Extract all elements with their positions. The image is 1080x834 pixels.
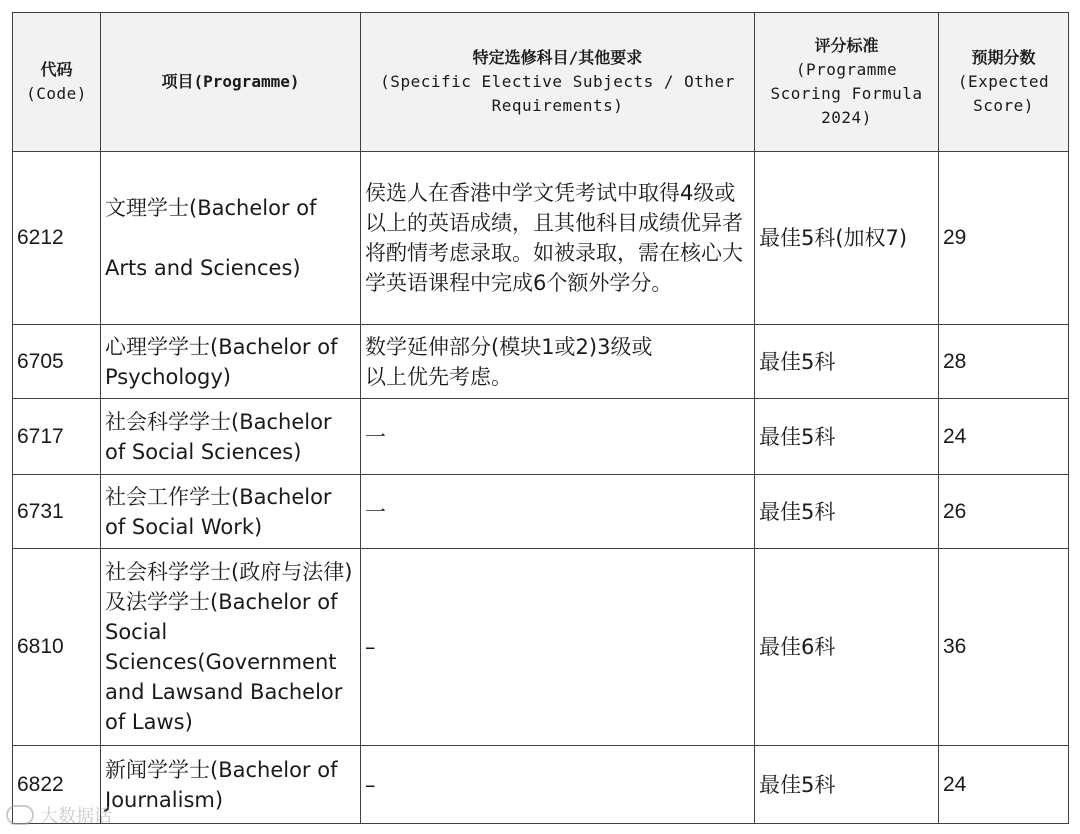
cell-expected: 26 bbox=[939, 475, 1069, 549]
cell-scoring: 最佳5科 bbox=[755, 746, 939, 824]
watermark-logo-icon bbox=[6, 805, 34, 825]
cell-code: 6212 bbox=[13, 152, 101, 325]
cell-expected: 24 bbox=[939, 746, 1069, 824]
header-programme bbox=[101, 13, 361, 152]
cell-requirements: 一 bbox=[361, 475, 755, 549]
header-expected bbox=[939, 13, 1069, 152]
admission-table-container bbox=[12, 12, 1069, 824]
cell-scoring: 最佳6科 bbox=[755, 549, 939, 746]
watermark bbox=[6, 802, 112, 828]
cell-requirements: 一 bbox=[361, 399, 755, 475]
cell-requirements: – bbox=[361, 549, 755, 746]
header-requirements-sub: (Specific Elective Subjects / Other Requirements) bbox=[380, 72, 735, 115]
cell-requirements: – bbox=[361, 746, 755, 824]
header-expected-title: 预期分数 bbox=[971, 48, 1036, 67]
admission-table bbox=[12, 12, 1069, 824]
table-row bbox=[13, 549, 1069, 746]
table-row bbox=[13, 399, 1069, 475]
header-requirements-title: 特定选修科目/其他要求 bbox=[472, 48, 643, 67]
cell-programme: 文理学士(Bachelor of Arts and Sciences) bbox=[101, 152, 361, 325]
cell-requirements: 侯选人在香港中学文凭考试中取得4级或以上的英语成绩，且其他科目成绩优异者将酌情考虑录取。如被录取，需在核心大学英语课程中完成6个额外学分。 bbox=[361, 152, 755, 325]
header-scoring bbox=[755, 13, 939, 152]
cell-expected: 36 bbox=[939, 549, 1069, 746]
cell-programme: 社会工作学士(Bachelor of Social Work) bbox=[101, 475, 361, 549]
cell-expected: 28 bbox=[939, 325, 1069, 399]
header-code bbox=[13, 13, 101, 152]
cell-programme: 心理学学士(Bachelor of Psychology) bbox=[101, 325, 361, 399]
cell-code: 6731 bbox=[13, 475, 101, 549]
cell-scoring: 最佳5科 bbox=[755, 475, 939, 549]
cell-requirements: 数学延伸部分(模块1或2)3级或以上优先考虑。 bbox=[361, 325, 755, 399]
header-expected-sub: (Expected Score) bbox=[957, 72, 1050, 115]
cell-programme: 社会科学学士(政府与法律)及法学学士(Bachelor of Social Sciences(Government and Lawsand Bachelor of Laws) bbox=[101, 549, 361, 746]
cell-scoring: 最佳5科 bbox=[755, 325, 939, 399]
header-scoring-title: 评分标准 bbox=[814, 36, 879, 55]
cell-code: 6705 bbox=[13, 325, 101, 399]
cell-programme: 新闻学学士(Bachelor of Journalism) bbox=[101, 746, 361, 824]
table-header-row bbox=[13, 13, 1069, 152]
cell-code: 6810 bbox=[13, 549, 101, 746]
cell-scoring: 最佳5科 bbox=[755, 399, 939, 475]
cell-programme: 社会科学学士(Bachelor of Social Sciences) bbox=[101, 399, 361, 475]
header-code-sub: (Code) bbox=[26, 84, 87, 103]
table-row bbox=[13, 152, 1069, 325]
table-row bbox=[13, 475, 1069, 549]
watermark-text: 大数据话 bbox=[40, 806, 112, 827]
header-requirements bbox=[361, 13, 755, 152]
cell-expected: 29 bbox=[939, 152, 1069, 325]
cell-expected: 24 bbox=[939, 399, 1069, 475]
header-programme-title: 项目(Programme) bbox=[161, 72, 300, 91]
table-row bbox=[13, 325, 1069, 399]
cell-code: 6717 bbox=[13, 399, 101, 475]
header-scoring-sub: (Programme Scoring Formula 2024) bbox=[770, 60, 923, 127]
cell-code: 6822 bbox=[13, 746, 101, 824]
table-row bbox=[13, 746, 1069, 824]
cell-scoring: 最佳5科(加权7) bbox=[755, 152, 939, 325]
header-code-title: 代码 bbox=[40, 60, 73, 79]
